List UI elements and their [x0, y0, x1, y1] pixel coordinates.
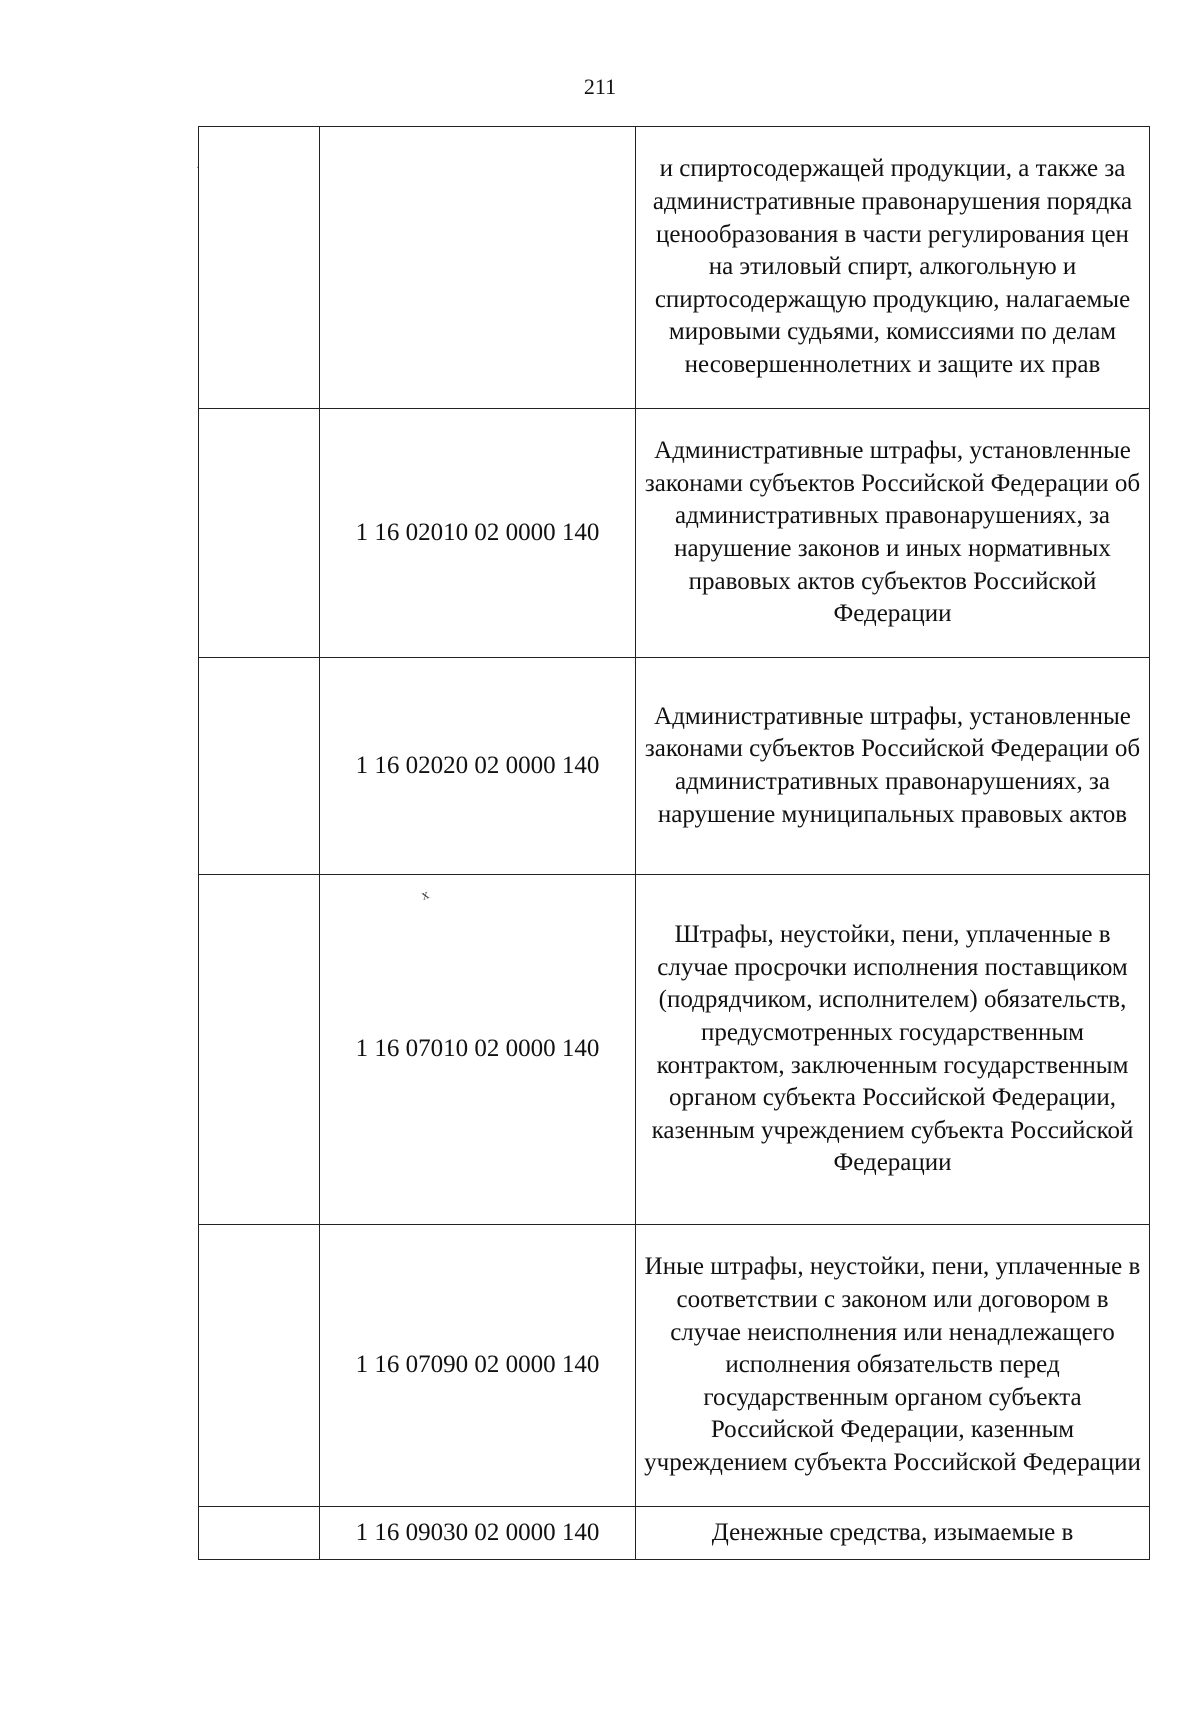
- revenue-code-cell: [320, 127, 636, 409]
- revenue-code-cell: 1 16 09030 02 0000 140: [320, 1507, 636, 1560]
- description-cell: и спиртосодержащей продукции, а также за административные правонарушения порядка ценообразования в части регулирования цен на этиловый спирт, алкогольную и спиртосодержащую продукцию, налагаемые мировыми судьями, комиссиями по делам несовершеннолетних и защите их прав: [636, 127, 1150, 409]
- admin-code-cell: [199, 1507, 320, 1560]
- description-cell: Денежные средства, изымаемые в: [636, 1507, 1150, 1560]
- revenue-code-cell: 1 16 02020 02 0000 140: [320, 658, 636, 875]
- description-cell: Административные штрафы, установленные законами субъектов Российской Федерации об административных правонарушениях, за нарушение муниципальных правовых актов: [636, 658, 1150, 875]
- scan-speck: x: [419, 887, 432, 904]
- revenue-code-cell: 1 16 07090 02 0000 140: [320, 1225, 636, 1507]
- table-row: [199, 127, 1150, 409]
- admin-code-cell: [199, 127, 320, 409]
- description-cell: Штрафы, неустойки, пени, уплаченные в случае просрочки исполнения поставщиком (подрядчиком, исполнителем) обязательств, предусмотренных государственным контрактом, заключенным государственным органом субъекта Российской Федерации, казенным учреждением субъекта Российской Федерации: [636, 875, 1150, 1225]
- admin-code-cell: [199, 875, 320, 1225]
- revenue-code-cell: 1 16 07010 02 0000 140: [320, 875, 636, 1225]
- table-row: [199, 875, 1150, 1225]
- description-cell: Административные штрафы, установленные законами субъектов Российской Федерации об административных правонарушениях, за нарушение законов и иных нормативных правовых актов субъектов Российской Федерации: [636, 409, 1150, 658]
- revenue-code-cell: 1 16 02010 02 0000 140: [320, 409, 636, 658]
- table-row: [199, 658, 1150, 875]
- admin-code-cell: [199, 409, 320, 658]
- revenue-codes-table: [198, 126, 1150, 1560]
- table-row: [199, 1225, 1150, 1507]
- description-cell: Иные штрафы, неустойки, пени, уплаченные в соответствии с законом или договором в случае неисполнения или ненадлежащего исполнения обязательств перед государственным органом субъекта Российской Федерации, казенным учреждением субъекта Российской Федерации: [636, 1225, 1150, 1507]
- admin-code-cell: [199, 1225, 320, 1507]
- table-row: [199, 1507, 1150, 1560]
- admin-code-cell: [199, 658, 320, 875]
- table-row: [199, 409, 1150, 658]
- page-number: 211: [583, 74, 617, 99]
- scan-mark: ·: [196, 160, 200, 174]
